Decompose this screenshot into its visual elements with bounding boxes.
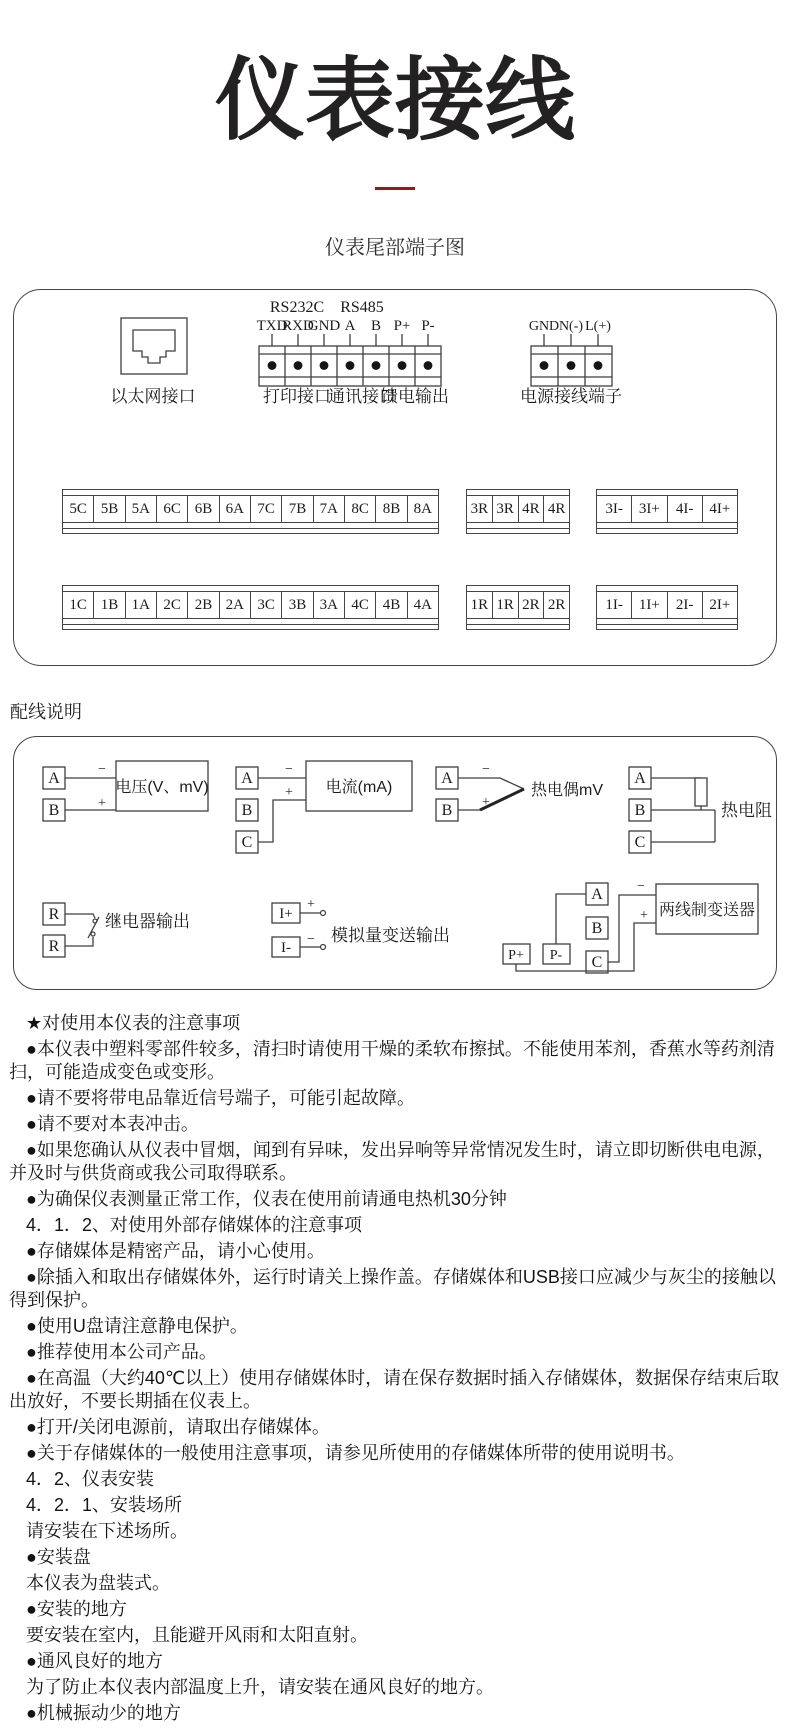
terminal-cell: 2I+ xyxy=(709,596,731,613)
terminal-cell: 2R xyxy=(519,592,545,618)
note-paragraph: ●通风良好的地方 xyxy=(26,1651,163,1671)
current-terminal-c: C xyxy=(241,834,253,851)
rtd-diagram xyxy=(629,767,772,853)
terminal-diagram-panel xyxy=(13,289,777,666)
terminal-strip-row2-relay xyxy=(466,585,570,630)
terminal-strip-row1-main xyxy=(62,489,439,534)
terminal-strip-row1-current xyxy=(596,489,738,534)
note-paragraph: ●机械振动少的地方 xyxy=(26,1703,181,1723)
current-plus-sign: + xyxy=(285,785,293,800)
terminal-cell: 5C xyxy=(63,496,94,522)
rtd-terminal-c: C xyxy=(634,834,646,851)
terminal-cell: 8B xyxy=(376,496,407,522)
strip-rail xyxy=(467,528,569,533)
tx-terminal-a: A xyxy=(591,886,603,903)
terminal-diagram-subtitle: 仪表尾部端子图 xyxy=(325,237,465,259)
note-paragraph: ●安装盘 xyxy=(26,1547,91,1567)
printer-port-label: 打印接口 xyxy=(263,387,331,406)
page-title: 仪表接线 xyxy=(215,51,575,151)
terminal-cell: 5A xyxy=(126,496,157,522)
terminal-cell: 1R xyxy=(493,592,519,618)
relay-switch-icon xyxy=(88,917,99,938)
terminal-cell: 4R xyxy=(519,496,545,522)
note-paragraph: 要安装在室内，且能避开风雨和太阳直射。 xyxy=(26,1625,368,1645)
note-paragraph: ●除插入和取出存储媒体外，运行时请关上操作盖。存储媒体和USB接口应减少与灰尘的接触以得到保护。 xyxy=(9,1267,776,1310)
note-paragraph: 本仪表为盘装式。 xyxy=(26,1573,170,1593)
terminal-cell: 2B xyxy=(188,592,219,618)
terminal-cell: 2C xyxy=(157,592,188,618)
terminal-cell: 1R xyxy=(467,592,493,618)
tx-terminal-b: B xyxy=(591,920,603,937)
pin-label-b: B xyxy=(370,318,382,334)
tx-plus-sign: + xyxy=(640,908,648,923)
current-terminal-b: B xyxy=(241,802,253,819)
note-paragraph: ●如果您确认从仪表中冒烟，闻到有异味，发出异响等异常情况发生时，请立即切断供电电源，并及时与供货商或我公司取得联系。 xyxy=(9,1140,775,1183)
note-paragraph: ●打开/关闭电源前，请取出存储媒体。 xyxy=(26,1417,330,1437)
strip-rail xyxy=(63,528,438,533)
rtd-terminal-a: A xyxy=(634,770,646,787)
power-terminal-block xyxy=(520,319,622,406)
terminal-cell: 7C xyxy=(251,496,282,522)
terminal-cell: 4R xyxy=(547,500,566,517)
current-input-diagram xyxy=(236,761,412,853)
terminal-cell: 8A xyxy=(413,500,432,517)
note-paragraph: 4．2、仪表安装 xyxy=(26,1469,155,1489)
rs485-label: RS485 xyxy=(340,299,384,316)
pin-label-gnd: GND xyxy=(307,318,341,334)
terminal-cell: 8C xyxy=(345,496,376,522)
note-paragraph: 4．1．2、对使用外部存储媒体的注意事项 xyxy=(26,1215,363,1235)
terminal-cell: 1A xyxy=(126,592,157,618)
thermocouple-label: 热电偶mV xyxy=(531,782,604,799)
note-paragraph: ●请不要将带电品靠近信号端子，可能引起故障。 xyxy=(26,1088,415,1108)
note-paragraph: ●存储媒体是精密产品，请小心使用。 xyxy=(26,1241,325,1261)
note-paragraph: ●关于存储媒体的一般使用注意事项，请参见所使用的存储媒体所带的使用说明书。 xyxy=(26,1443,685,1463)
voltage-terminal-b: B xyxy=(48,802,60,819)
voltage-input-diagram xyxy=(43,761,209,821)
strip-rail xyxy=(597,528,737,533)
ethernet-port-group xyxy=(111,318,196,406)
note-paragraph: ●为确保仪表测量正常工作，仪表在使用前请通电热机30分钟 xyxy=(26,1189,507,1209)
terminal-cell: 7A xyxy=(314,496,345,522)
wiring-diagram-panel xyxy=(13,736,777,990)
terminal-cell: 2R xyxy=(547,596,566,613)
rtd-terminal-b: B xyxy=(634,802,646,819)
voltage-terminal-a: A xyxy=(48,770,60,787)
voltage-plus-sign: + xyxy=(98,796,106,811)
current-terminal-a: A xyxy=(241,770,253,787)
terminal-cell: 4I- xyxy=(668,496,703,522)
terminal-strip-row2-current xyxy=(596,585,738,630)
feed-output-label: 馈电输出 xyxy=(381,387,449,406)
pin-label-a: A xyxy=(344,318,356,334)
terminal-cell: 1I+ xyxy=(632,592,667,618)
analog-plus-sign: + xyxy=(307,897,315,912)
comm-terminal-block xyxy=(257,299,449,406)
terminal-cell: 6B xyxy=(188,496,219,522)
relay-output-diagram xyxy=(43,903,190,957)
terminal-strip-row2-main xyxy=(62,585,439,630)
tc-minus-sign: − xyxy=(482,762,490,777)
wiring-section-heading: 配线说明 xyxy=(10,702,82,722)
terminal-cell: 3B xyxy=(282,592,313,618)
power-pin-leads xyxy=(544,334,598,346)
terminal-cell: 1I- xyxy=(597,592,632,618)
ethernet-jack-outline xyxy=(121,318,187,374)
relay-terminal-r1: R xyxy=(48,906,60,923)
power-pin-gnd: GND xyxy=(528,319,560,334)
terminal-cell: 6A xyxy=(220,496,251,522)
terminal-cell: 4B xyxy=(376,592,407,618)
terminal-cell: 2A xyxy=(220,592,251,618)
transmitter-label: 两线制变送器 xyxy=(658,902,756,919)
terminal-cell: 4A xyxy=(413,596,432,613)
tx-terminal-c: C xyxy=(591,954,603,971)
note-paragraph: ●推荐使用本公司产品。 xyxy=(26,1342,217,1362)
relay-terminal-r2: R xyxy=(48,938,60,955)
voltage-minus-sign: − xyxy=(98,762,106,777)
tx-terminal-pplus: P+ xyxy=(508,948,524,963)
terminal-cell: 5B xyxy=(94,496,125,522)
power-pin-n: N(-) xyxy=(558,319,584,334)
terminal-cell: 4C xyxy=(345,592,376,618)
note-paragraph: ●使用U盘请注意静电保护。 xyxy=(26,1316,248,1336)
thermocouple-diagram xyxy=(436,762,603,821)
rtd-label: 热电阻 xyxy=(721,801,772,820)
terminal-cell: 7B xyxy=(282,496,313,522)
note-paragraph: 4．2．1、安装场所 xyxy=(26,1495,183,1515)
terminal-cell: 3C xyxy=(251,592,282,618)
terminal-strip-row1-relay xyxy=(466,489,570,534)
voltage-label: 电压(V、mV) xyxy=(115,779,209,796)
rs232c-label: RS232C xyxy=(269,299,325,316)
transmitter-diagram xyxy=(503,879,758,973)
note-paragraph: 请安装在下述场所。 xyxy=(26,1521,188,1541)
note-paragraph: ●请不要对本表冲击。 xyxy=(26,1114,199,1134)
wiring-diagram-svg xyxy=(14,737,775,988)
power-pin-l: L(+) xyxy=(585,319,611,334)
title-divider xyxy=(375,187,415,190)
terminal-cell: 1C xyxy=(63,592,94,618)
note-paragraph: ●本仪表中塑料零部件较多，清扫时请使用干燥的柔软布擦拭。不能使用苯剂，香蕉水等药剂清扫，可能造成变色或变形。 xyxy=(9,1039,775,1082)
strip-rail xyxy=(467,624,569,629)
tc-terminal-a: A xyxy=(441,770,453,787)
pin-leads xyxy=(272,334,428,346)
strip-rail xyxy=(63,624,438,629)
pin-label-rxd: RXD xyxy=(282,318,314,334)
ethernet-label: 以太网接口 xyxy=(110,387,196,406)
tc-plus-sign: + xyxy=(482,795,490,810)
terminal-cell: 4I+ xyxy=(709,500,731,517)
note-paragraph: ●在高温（大约40℃以上）使用存储媒体时，请在保存数据时插入存储媒体，数据保存结束后取出放好，不要长期插在仪表上。 xyxy=(9,1368,780,1411)
terminal-cell: 3I+ xyxy=(632,496,667,522)
note-paragraph: ●安装的地方 xyxy=(26,1599,127,1619)
tc-terminal-b: B xyxy=(441,802,453,819)
pin-label-pminus: P- xyxy=(421,318,435,334)
analog-terminal-iplus: I+ xyxy=(279,906,293,922)
analog-output-label: 模拟量变送输出 xyxy=(331,926,450,945)
terminal-cell: 3R xyxy=(493,496,519,522)
pin-label-txd: TXD xyxy=(256,318,288,334)
terminal-cell: 3R xyxy=(467,496,493,522)
tx-terminal-pminus: P- xyxy=(549,948,563,963)
tx-minus-sign: − xyxy=(637,879,645,894)
strip-rail xyxy=(597,624,737,629)
relay-label: 继电器输出 xyxy=(105,912,190,931)
terminal-cell: 6C xyxy=(157,496,188,522)
notes-section xyxy=(9,1012,781,1728)
analog-minus-sign: − xyxy=(307,932,315,947)
rtd-resistor-icon xyxy=(695,778,707,806)
note-paragraph: ★对使用本仪表的注意事项 xyxy=(26,1013,241,1033)
terminal-cell: 2I- xyxy=(668,592,703,618)
analog-output-diagram xyxy=(272,897,450,957)
terminal-cell: 3I- xyxy=(597,496,632,522)
comm-port-label: 通讯接口 xyxy=(328,387,396,406)
current-minus-sign: − xyxy=(285,762,293,777)
note-paragraph: 为了防止本仪表内部温度上升，请安装在通风良好的地方。 xyxy=(26,1677,494,1697)
current-label: 电流(mA) xyxy=(325,779,393,796)
power-terminal-label: 电源接线端子 xyxy=(520,387,622,406)
analog-terminal-iminus: I- xyxy=(281,940,291,956)
terminal-cell: 1B xyxy=(94,592,125,618)
pin-label-pplus: P+ xyxy=(393,318,411,334)
terminal-cell: 3A xyxy=(314,592,345,618)
